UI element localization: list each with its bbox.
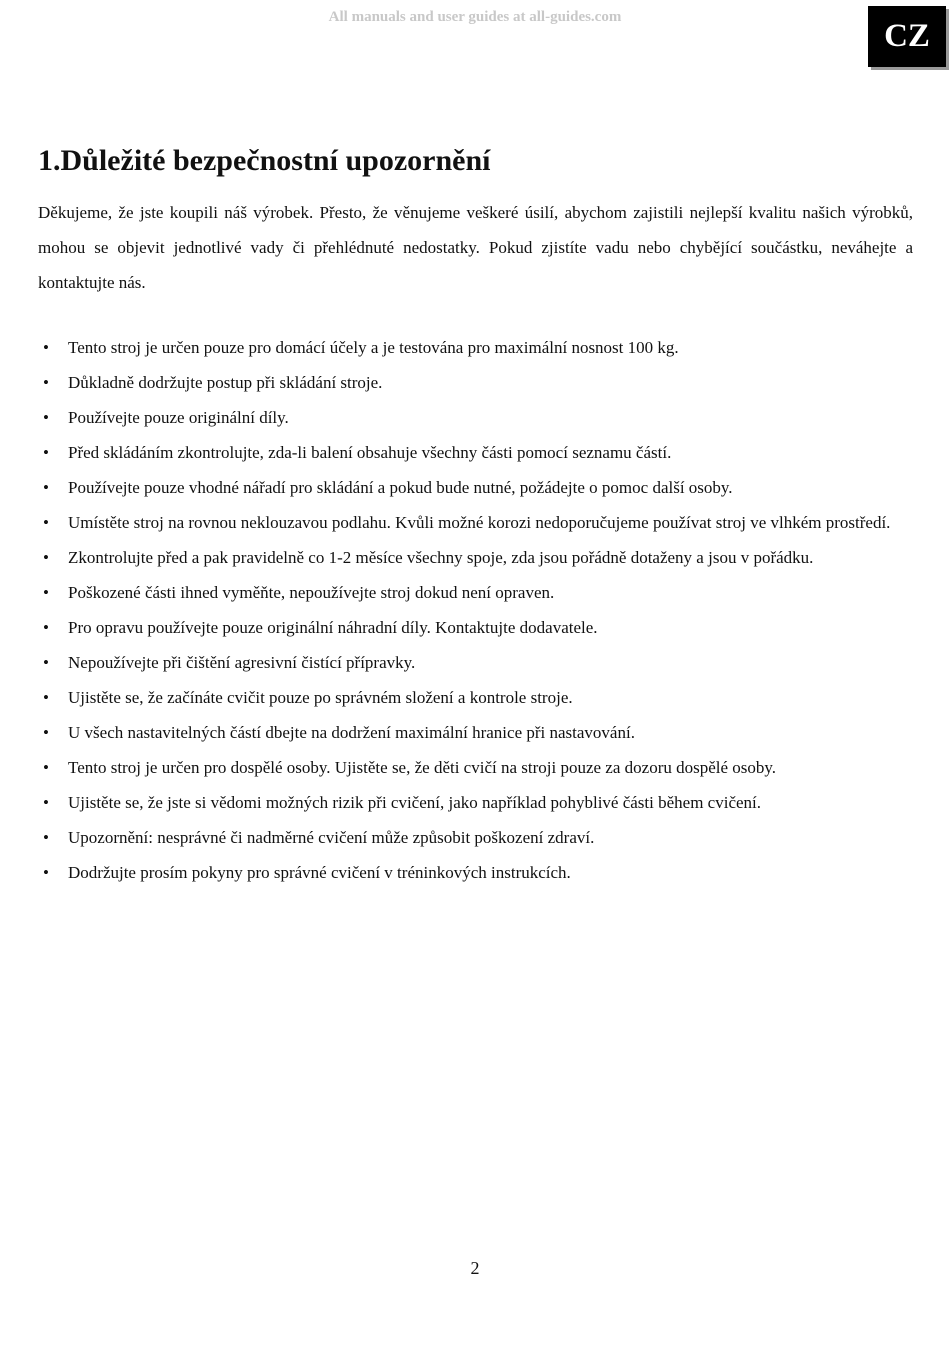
list-item	[38, 750, 913, 785]
list-item	[38, 855, 913, 890]
safety-instructions-list	[38, 330, 913, 890]
bullet-icon: •	[43, 618, 49, 637]
bullet-icon: •	[43, 338, 49, 357]
list-item-text: Pro opravu používejte pouze originální náhradní díly. Kontaktujte dodavatele.	[68, 618, 598, 637]
bullet-icon: •	[43, 828, 49, 847]
list-item-text: Důkladně dodržujte postup při skládání stroje.	[68, 373, 383, 392]
list-item	[38, 645, 913, 680]
list-item-text: Před skládáním zkontrolujte, zda-li balení obsahuje všechny části pomocí seznamu částí.	[68, 443, 672, 462]
list-item	[38, 505, 913, 540]
list-item	[38, 470, 913, 505]
bullet-icon: •	[43, 793, 49, 812]
page-number: 2	[470, 1258, 480, 1278]
list-item	[38, 785, 913, 820]
list-item	[38, 610, 913, 645]
list-item	[38, 365, 913, 400]
bullet-icon: •	[43, 513, 49, 532]
bullet-icon: •	[43, 373, 49, 392]
list-item-text: Poškozené části ihned vyměňte, nepoužívejte stroj dokud není opraven.	[68, 583, 555, 602]
list-item-text: Zkontrolujte před a pak pravidelně co 1-2 měsíce všechny spoje, zda jsou pořádně dotaženy a jsou v pořádku.	[68, 548, 814, 567]
list-item-text: Nepoužívejte při čištění agresivní čistící přípravky.	[68, 653, 416, 672]
list-item	[38, 575, 913, 610]
language-badge	[868, 6, 946, 67]
list-item-text: Ujistěte se, že jste si vědomi možných rizik při cvičení, jako například pohyblivé části během cvičení.	[68, 793, 762, 812]
bullet-icon: •	[43, 548, 49, 567]
list-item	[38, 400, 913, 435]
bullet-icon: •	[43, 688, 49, 707]
watermark-text: All manuals and user guides at all-guides.com	[328, 9, 622, 25]
list-item-text: Používejte pouze vhodné nářadí pro skládání a pokud bude nutné, požádejte o pomoc další osoby.	[68, 478, 733, 497]
bullet-icon: •	[43, 758, 49, 777]
list-item-text: Upozornění: nesprávné či nadměrné cvičení může způsobit poškození zdraví.	[68, 828, 595, 847]
bullet-icon: •	[43, 653, 49, 672]
bullet-icon: •	[43, 723, 49, 742]
bullet-icon: •	[43, 583, 49, 602]
bullet-icon: •	[43, 408, 49, 427]
list-item-text: Používejte pouze originální díly.	[68, 408, 289, 427]
page-title: 1.Důležité bezpečnostní upozornění	[38, 144, 491, 177]
intro-paragraph: Děkujeme, že jste koupili náš výrobek. Přesto, že věnujeme veškeré úsilí, abychom zajistili nejlepší kvalitu našich výrobků, mohou se objevit jednotlivé vady či přehlédnuté nedostatky. Pokud zjistíte vadu nebo chybějící součástku, neváhejte a kontaktujte nás.	[38, 203, 913, 292]
bullet-icon: •	[43, 443, 49, 462]
list-item-text: Tento stroj je určen pouze pro domácí účely a je testována pro maximální nosnost 100 kg.	[68, 338, 679, 357]
list-item	[38, 820, 913, 855]
language-badge-label: CZ	[884, 18, 930, 54]
bullet-icon: •	[43, 478, 49, 497]
bullet-icon: •	[43, 863, 49, 882]
list-item	[38, 680, 913, 715]
list-item	[38, 715, 913, 750]
list-item	[38, 330, 913, 365]
list-item-text: Tento stroj je určen pro dospělé osoby. Ujistěte se, že děti cvičí na stroji pouze za dozoru dospělé osoby.	[68, 758, 777, 777]
list-item	[38, 540, 913, 575]
list-item-text: Dodržujte prosím pokyny pro správné cvičení v tréninkových instrukcích.	[68, 863, 571, 882]
list-item-text: U všech nastavitelných částí dbejte na dodržení maximální hranice při nastavování.	[68, 723, 635, 742]
list-item-text: Ujistěte se, že začínáte cvičit pouze po správném složení a kontrole stroje.	[68, 688, 573, 707]
list-item-text: Umístěte stroj na rovnou neklouzavou podlahu. Kvůli možné korozi nedoporučujeme používat stroj ve vlhkém prostředí.	[68, 513, 891, 532]
list-item	[38, 435, 913, 470]
